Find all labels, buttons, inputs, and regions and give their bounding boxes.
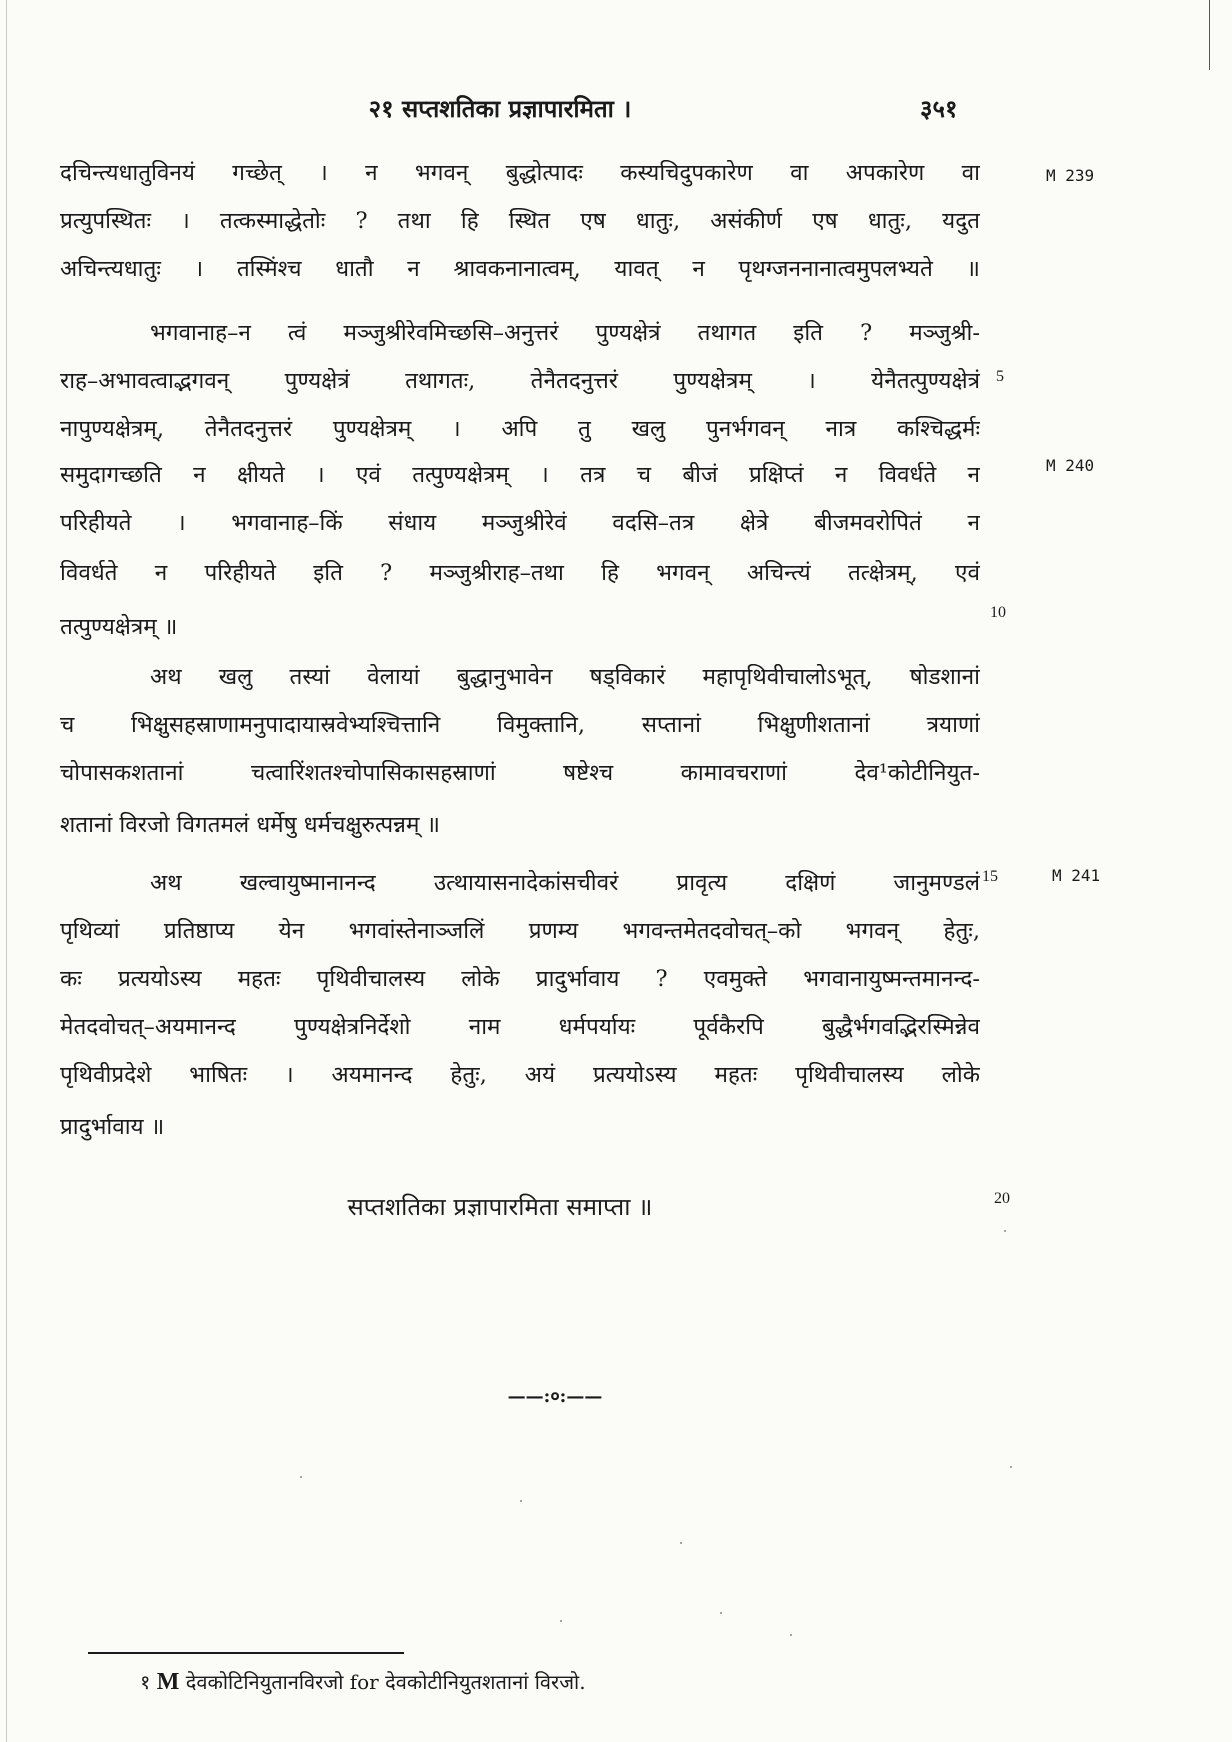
scan-speck: [1004, 1230, 1006, 1232]
text-line: नापुण्यक्षेत्रम्, तेनैतदनुत्तरं पुण्यक्षेत्रम् । अपि तु खलु पुनर्भगवन् नात्र कश्चिद्धर्मः: [60, 416, 980, 442]
text-line: च भिक्षुसहस्राणामनुपादायास्रवेभ्यश्चित्तानि विमुक्तानि, सप्तानां भिक्षुणीशतानां त्रयाणां: [60, 712, 980, 738]
line-number-20: 20: [994, 1190, 1010, 1207]
text-line: अथ खलु तस्यां वेलायां बुद्धानुभावेन षड्विकारं महापृथिवीचालोऽभूत्, षोडशानां: [150, 664, 980, 690]
text-line: विवर्धते न परिहीयते इति ? मञ्जुश्रीराह–तथा हि भगवन् अचिन्त्यं तत्क्षेत्रम्, एवं: [60, 560, 980, 586]
text-line: चोपासकशतानां चत्वारिंशतश्चोपासिकासहस्राणां षष्टेश्च कामावचराणां देव¹कोटीनियुत-: [60, 760, 980, 786]
section-separator: ——:०:——: [507, 1386, 603, 1407]
line-number-10: 10: [990, 604, 1006, 621]
line-number-5: 5: [996, 368, 1004, 385]
margin-ref-m239: M 239: [1046, 166, 1095, 185]
text-line: प्रत्युपस्थितः । तत्कस्माद्धेतोः ? तथा हि स्थित एष धातुः, असंकीर्ण एष धातुः, यदुत: [60, 208, 980, 234]
scan-speck: [720, 1612, 722, 1614]
scan-speck: [520, 1500, 522, 1502]
text-line: भगवानाह–न त्वं मञ्जुश्रीरेवमिच्छसि–अनुत्तरं पुण्यक्षेत्रं तथागत इति ? मञ्जुश्री-: [150, 320, 980, 346]
line-number-15: 15: [982, 868, 998, 885]
text-line: दचिन्त्यधातुविनयं गच्छेत् । न भगवन् बुद्धोत्पादः कस्यचिदुपकारेण वा अपकारेण वा: [60, 160, 980, 186]
text-line: शतानां विरजो विगतमलं धर्मेषु धर्मचक्षुरुत्पन्नम् ॥: [60, 812, 441, 838]
page-number: ३५१: [920, 94, 958, 123]
text-line: पृथिव्यां प्रतिष्ठाप्य येन भगवांस्तेनाञ्जलिं प्रणम्य भगवन्तमेतदवोचत्–को भगवन् हेतुः,: [60, 918, 980, 944]
scan-speck: [680, 1542, 682, 1544]
scan-speck: [300, 1476, 302, 1478]
text-line: राह–अभावत्वाद्भगवन् पुण्यक्षेत्रं तथागतः, तेनैतदनुत्तरं पुण्यक्षेत्रम् । येनैतत्पुण्यक्षेत्रं: [60, 368, 980, 394]
text-line: तत्पुण्यक्षेत्रम् ॥: [60, 614, 178, 640]
text-line: अथ खल्वायुष्मानानन्द उत्थायासनादेकांसचीवरं प्रावृत्य दक्षिणं जानुमण्डलं: [150, 870, 980, 896]
text-line: समुदागच्छति न क्षीयते । एवं तत्पुण्यक्षेत्रम् । तत्र च बीजं प्रक्षिप्तं न विवर्धते न: [60, 462, 980, 488]
footnote-text: देवकोटिनियुतानविरजो for देवकोटीनियुतशतानां विरजो.: [185, 1670, 586, 1694]
colophon: सप्तशतिका प्रज्ञापारमिता समाप्ता ॥: [347, 1193, 653, 1221]
page-edge-line: [6, 0, 7, 1742]
running-head-title: २१ सप्तशतिका प्रज्ञापारमिता ।: [368, 94, 632, 123]
margin-ref-m241: M 241: [1052, 866, 1101, 885]
footnote-marker: १: [140, 1670, 151, 1694]
scan-speck: [1010, 1466, 1012, 1468]
footnote-rule: [88, 1652, 404, 1654]
scan-speck: [560, 1620, 562, 1622]
text-line: पृथिवीप्रदेशे भाषितः । अयमानन्द हेतुः, अयं प्रत्ययोऽस्य महतः पृथिवीचालस्य लोके: [60, 1062, 980, 1088]
text-line: मेतदवोचत्–अयमानन्द पुण्यक्षेत्रनिर्देशो नाम धर्मपर्यायः पूर्वकैरपि बुद्धैर्भगवद्भिरस्मिन्नेव: [60, 1014, 980, 1040]
text-line: परिहीयते । भगवानाह–किं संधाय मञ्जुश्रीरेवं वदसि–तत्र क्षेत्रे बीजमवरोपितं न: [60, 510, 980, 536]
footnote: [140, 1668, 586, 1696]
scan-speck: [790, 1634, 792, 1636]
page-edge-line-right: [1209, 0, 1210, 70]
footnote-siglum: M: [156, 1669, 180, 1695]
text-line: अचिन्त्यधातुः । तस्मिंश्च धातौ न श्रावकनानात्वम्, यावत् न पृथग्जननानात्वमुपलभ्यते ॥: [60, 256, 980, 282]
margin-ref-m240: M 240: [1046, 456, 1095, 475]
text-line: प्रादुर्भावाय ॥: [60, 1114, 165, 1140]
text-line: कः प्रत्ययोऽस्य महतः पृथिवीचालस्य लोके प्रादुर्भावाय ? एवमुक्ते भगवानायुष्मन्तमानन्द-: [60, 966, 980, 992]
